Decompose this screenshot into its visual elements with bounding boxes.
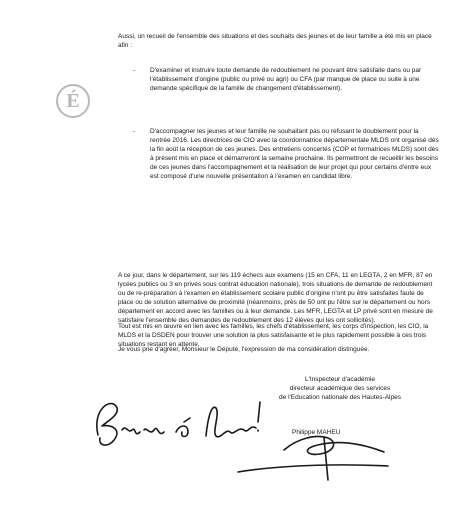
signatory-title-1: L'Inspecteur d'académie <box>304 376 376 383</box>
bullet-item-2: D'accompagner les jeunes et leur famille ne souhaitant pas ou refusant le doublement pour la rentrée 2016. Les directrices de CIO avec la coordonnatrice départementale MLDS ont organisé dès la fin août la réception de ces jeunes. Des entretiens concertés (COP et formatrices MLDS) sont dès à présent mis en place et démarreront la semaine prochaine. Ils permettront de recueillir les besoins de ces jeunes dans l'accompagnement et la réalisation de leur projet qui pour certains d'entre eux est composé d'une nouvelle présentation à l'examen en candidat libre. <box>150 128 439 180</box>
logo-letter: É <box>66 90 80 112</box>
bullet-dash-1: - <box>133 67 136 74</box>
signatory-name: Philippe MAHEU <box>292 429 341 436</box>
work-paragraph: Tout est mis en œuvre en lien avec les familles, les chefs d'établissement, les corps d'inspection, les CIO, la MLDS et la DSDEN pour trouver une solution la plus satisfaisante et le plus rapidement possible à ces trois situations restant en attente. <box>118 323 429 348</box>
signatory-title-2: directeur académique des services <box>289 384 391 392</box>
intro-paragraph: Aussi, un recueil de l'ensemble des situations et des souhaits des jeunes et de leur famille a été mis en place afin : <box>118 33 432 49</box>
bullet-item-1: D'examiner et instruire toute demande de redoublement ne pouvant être satisfaite dans ou par l'établissement d'origine (public ou privé ou agri) ou CFA (par manque de place ou suite à une demande spécifique de la famille de changement d'établissement). <box>150 67 422 92</box>
republique-logo-icon <box>56 84 90 118</box>
signatory-title-3: de l'Education nationale des Hautes-Alpes <box>279 393 401 401</box>
handwritten-signature <box>88 380 448 480</box>
closing-paragraph: Je vous prie d'agréer, Monsieur le Député, l'expression de ma considération distinguée. <box>118 346 370 353</box>
bullet-dash-2: - <box>133 128 136 135</box>
department-paragraph: A ce jour, dans le département, sur les 119 échecs aux examens (15 en CFA, 11 en LEGTA, 2 en MFR, 87 en lycées publics ou 3 en privés sous contrat éducation nationale), trois situations de demande de redoublement ou de re-préparation à l'examen en établissement scolaire public d'origine n'ont pu être satisfaites faute de place ou de solution alternative de proximité (néanmoins, près de 50 ont pu l'être sur le département ou hors département en accord avec les familles ou à leur demande. Les MFR, LEGTA et LP privé sont en mesure de satisfaire l'ensemble des demandes de redoublement des 12 élèves qui les ont sollicités). <box>118 272 433 324</box>
